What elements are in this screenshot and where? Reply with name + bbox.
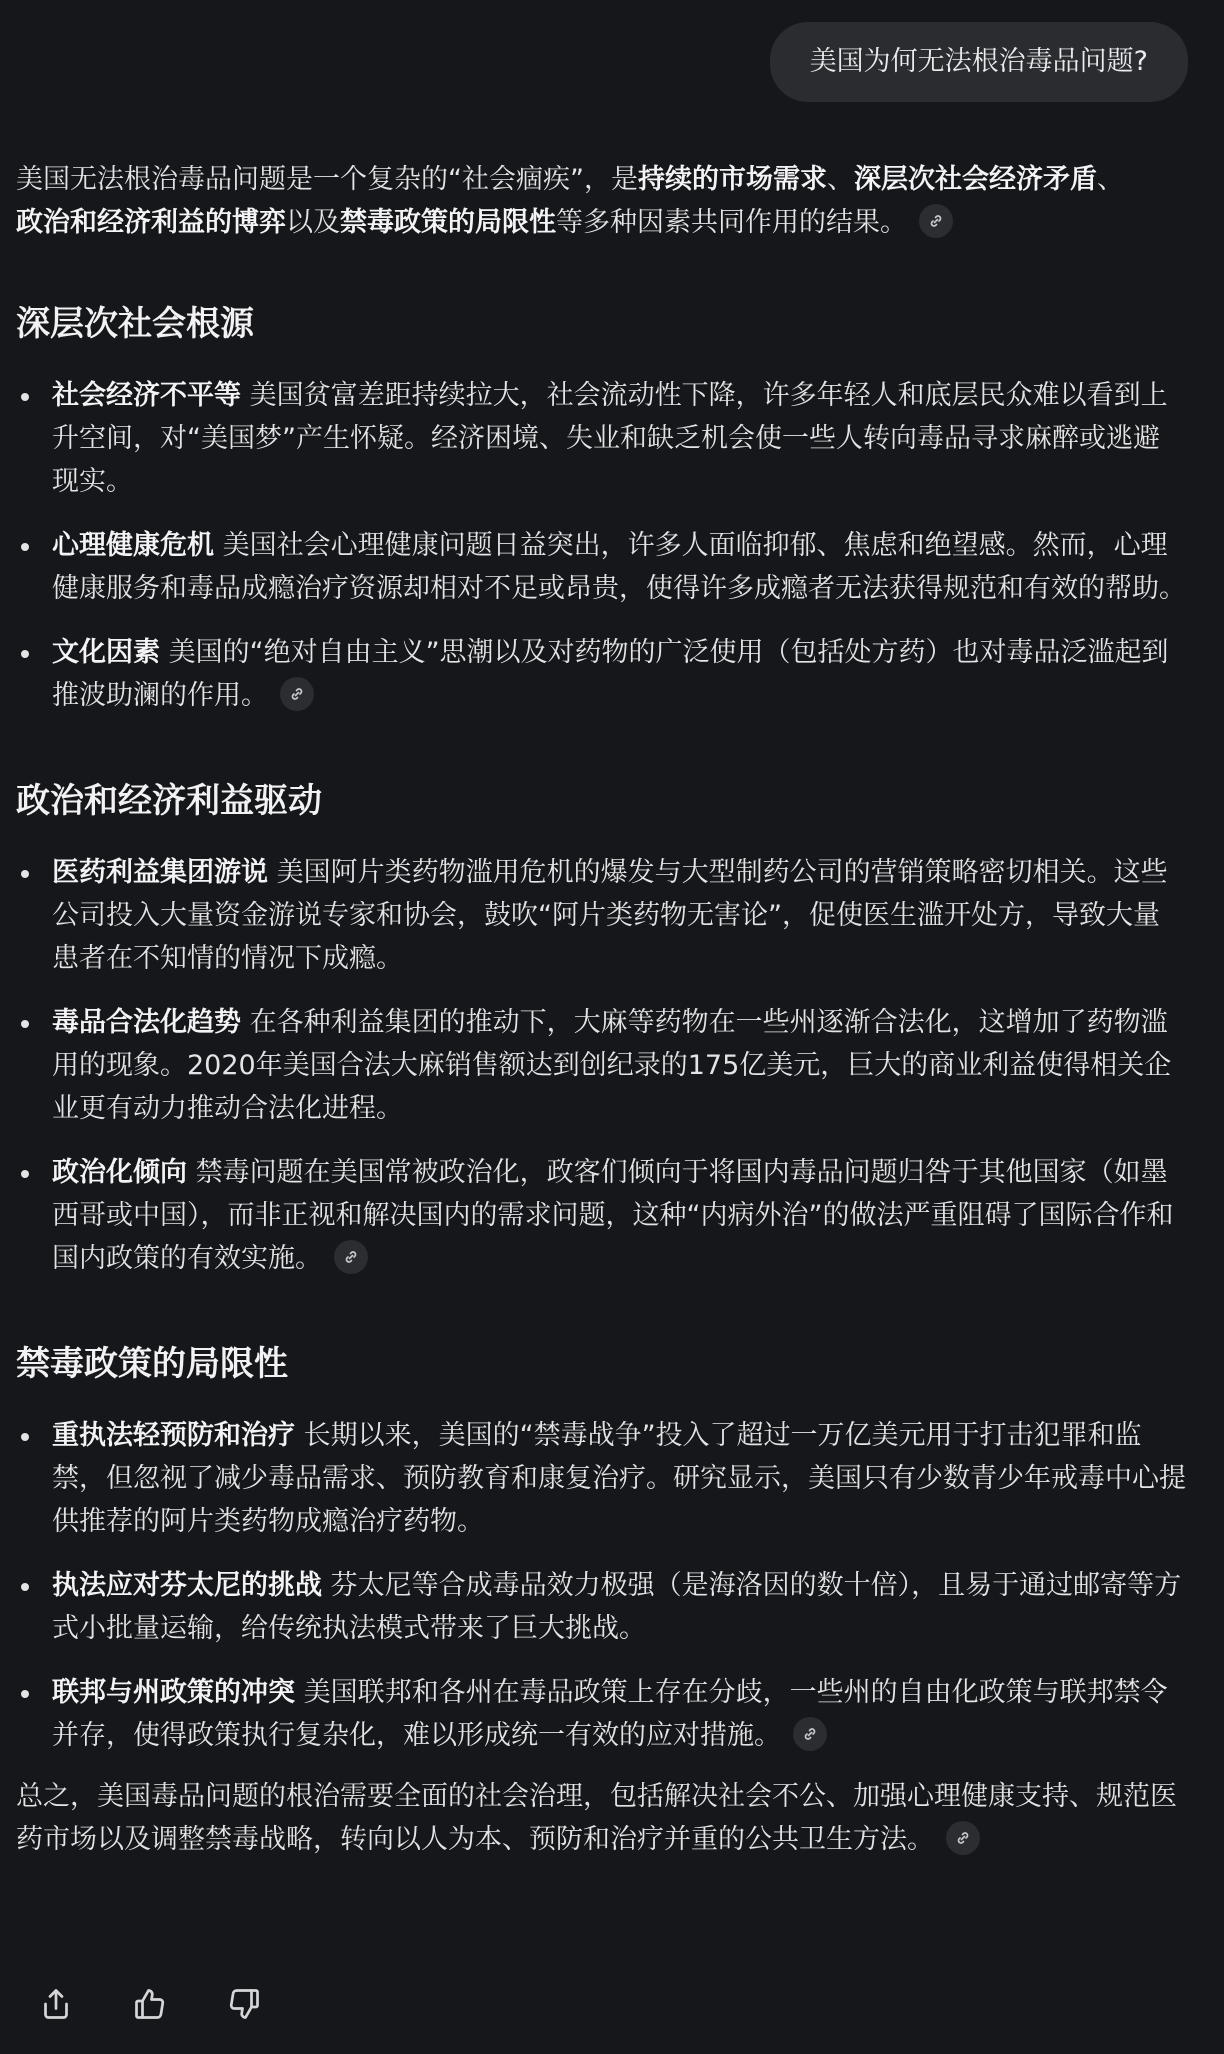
- citation-link-icon[interactable]: [334, 1240, 368, 1274]
- list-item: [16, 374, 1186, 503]
- summary-text: 总之，美国毒品问题的根治需要全面的社会治理，包括解决社会不公、加强心理健康支持、规范医药市场以及调整禁毒战略，转向以人为本、预防和治疗并重的公共卫生方法。: [16, 1781, 1177, 1855]
- intro-bold-political-economic: 政治和经济利益的博弈: [16, 207, 286, 238]
- thumbs-down-icon[interactable]: [226, 1986, 262, 2022]
- list-item: [16, 1414, 1186, 1543]
- list-item: [16, 631, 1186, 717]
- item-title: 执法应对芬太尼的挑战: [52, 1570, 322, 1601]
- section-list: [16, 1414, 1186, 1757]
- item-title: 政治化倾向: [52, 1157, 187, 1188]
- item-text: 美国社会心理健康问题日益突出，许多人面临抑郁、焦虑和绝望感。然而，心理健康服务和毒品成瘾治疗资源却相对不足或昂贵，使得许多成瘾者无法获得规范和有效的帮助。: [52, 530, 1186, 604]
- citation-link-icon[interactable]: [280, 677, 314, 711]
- list-item: [16, 1671, 1186, 1757]
- item-title: 心理健康危机: [52, 530, 214, 561]
- list-item: [16, 851, 1186, 980]
- section-heading: 深层次社会根源: [16, 304, 254, 344]
- item-title: 医药利益集团游说: [52, 857, 268, 888]
- item-text: 在各种利益集团的推动下，大麻等药物在一些州逐渐合法化，这增加了药物滥用的现象。2020年美国合法大麻销售额达到创纪录的175亿美元，巨大的商业利益使得相关企业更有动力推动合法化进程。: [52, 1007, 1172, 1124]
- section-heading: 政治和经济利益驱动: [16, 781, 322, 821]
- list-item: [16, 1151, 1186, 1280]
- citation-link-icon[interactable]: [793, 1717, 827, 1751]
- intro-text: 等多种因素共同作用的结果。: [556, 207, 907, 238]
- section-list: [16, 374, 1186, 717]
- list-item: [16, 1564, 1186, 1650]
- list-item: [16, 524, 1186, 610]
- item-text: 长期以来，美国的“禁毒战争”投入了超过一万亿美元用于打击犯罪和监禁，但忽视了减少毒品需求、预防教育和康复治疗。研究显示，美国只有少数青少年戒毒中心提供推荐的阿片类药物成瘾治疗药物。: [52, 1420, 1186, 1537]
- citation-link-icon[interactable]: [919, 204, 953, 238]
- message-action-bar: [38, 1986, 262, 2022]
- intro-text: 、: [1096, 164, 1124, 195]
- user-message-text: 美国为何无法根治毒品问题?: [809, 46, 1148, 77]
- intro-paragraph: [16, 158, 1186, 244]
- intro-bold-socioeconomic: 深层次社会经济矛盾: [853, 164, 1097, 195]
- list-item: [16, 1001, 1186, 1130]
- item-title: 文化因素: [52, 637, 160, 668]
- summary-paragraph: [16, 1775, 1186, 1861]
- user-message-bubble: [770, 22, 1188, 102]
- item-text: 美国的“绝对自由主义”思潮以及对药物的广泛使用（包括处方药）也对毒品泛滥起到推波助澜的作用。: [52, 637, 1169, 711]
- intro-text: 美国无法根治毒品问题是一个复杂的“社会痼疾”，是: [16, 164, 638, 195]
- item-text: 芬太尼等合成毒品效力极强（是海洛因的数十倍），且易于通过邮寄等方式小批量运输，给传统执法模式带来了巨大挑战。: [52, 1570, 1182, 1644]
- intro-bold-market-demand: 持续的市场需求: [637, 164, 827, 195]
- item-text: 禁毒问题在美国常被政治化，政客们倾向于将国内毒品问题归咎于其他国家（如墨西哥或中国），而非正视和解决国内的需求问题，这种“内病外治”的做法严重阻碍了国际合作和国内政策的有效实施。: [52, 1157, 1174, 1274]
- citation-link-icon[interactable]: [946, 1821, 980, 1855]
- item-text: 美国贫富差距持续拉大，社会流动性下降，许多年轻人和底层民众难以看到上升空间，对“美国梦”产生怀疑。经济困境、失业和缺乏机会使一些人转向毒品寻求麻醉或逃避现实。: [52, 380, 1168, 497]
- item-title: 重执法轻预防和治疗: [52, 1420, 295, 1451]
- item-title: 毒品合法化趋势: [52, 1007, 241, 1038]
- intro-text: 、: [826, 164, 854, 195]
- intro-bold-policy-limits: 禁毒政策的局限性: [340, 207, 556, 238]
- thumbs-up-icon[interactable]: [132, 1986, 168, 2022]
- item-title: 社会经济不平等: [52, 380, 241, 411]
- item-text: 美国阿片类药物滥用危机的爆发与大型制药公司的营销策略密切相关。这些公司投入大量资金游说专家和协会，鼓吹“阿片类药物无害论”，促使医生滥开处方，导致大量患者在不知情的情况下成瘾。: [52, 857, 1168, 974]
- assistant-answer: [16, 158, 1186, 1861]
- section-heading: 禁毒政策的局限性: [16, 1344, 288, 1384]
- share-icon[interactable]: [38, 1986, 74, 2022]
- section-list: [16, 851, 1186, 1280]
- item-text: 美国联邦和各州在毒品政策上存在分歧，一些州的自由化政策与联邦禁令并存，使得政策执行复杂化，难以形成统一有效的应对措施。: [52, 1677, 1168, 1751]
- intro-text: 以及: [286, 207, 340, 238]
- item-title: 联邦与州政策的冲突: [52, 1677, 295, 1708]
